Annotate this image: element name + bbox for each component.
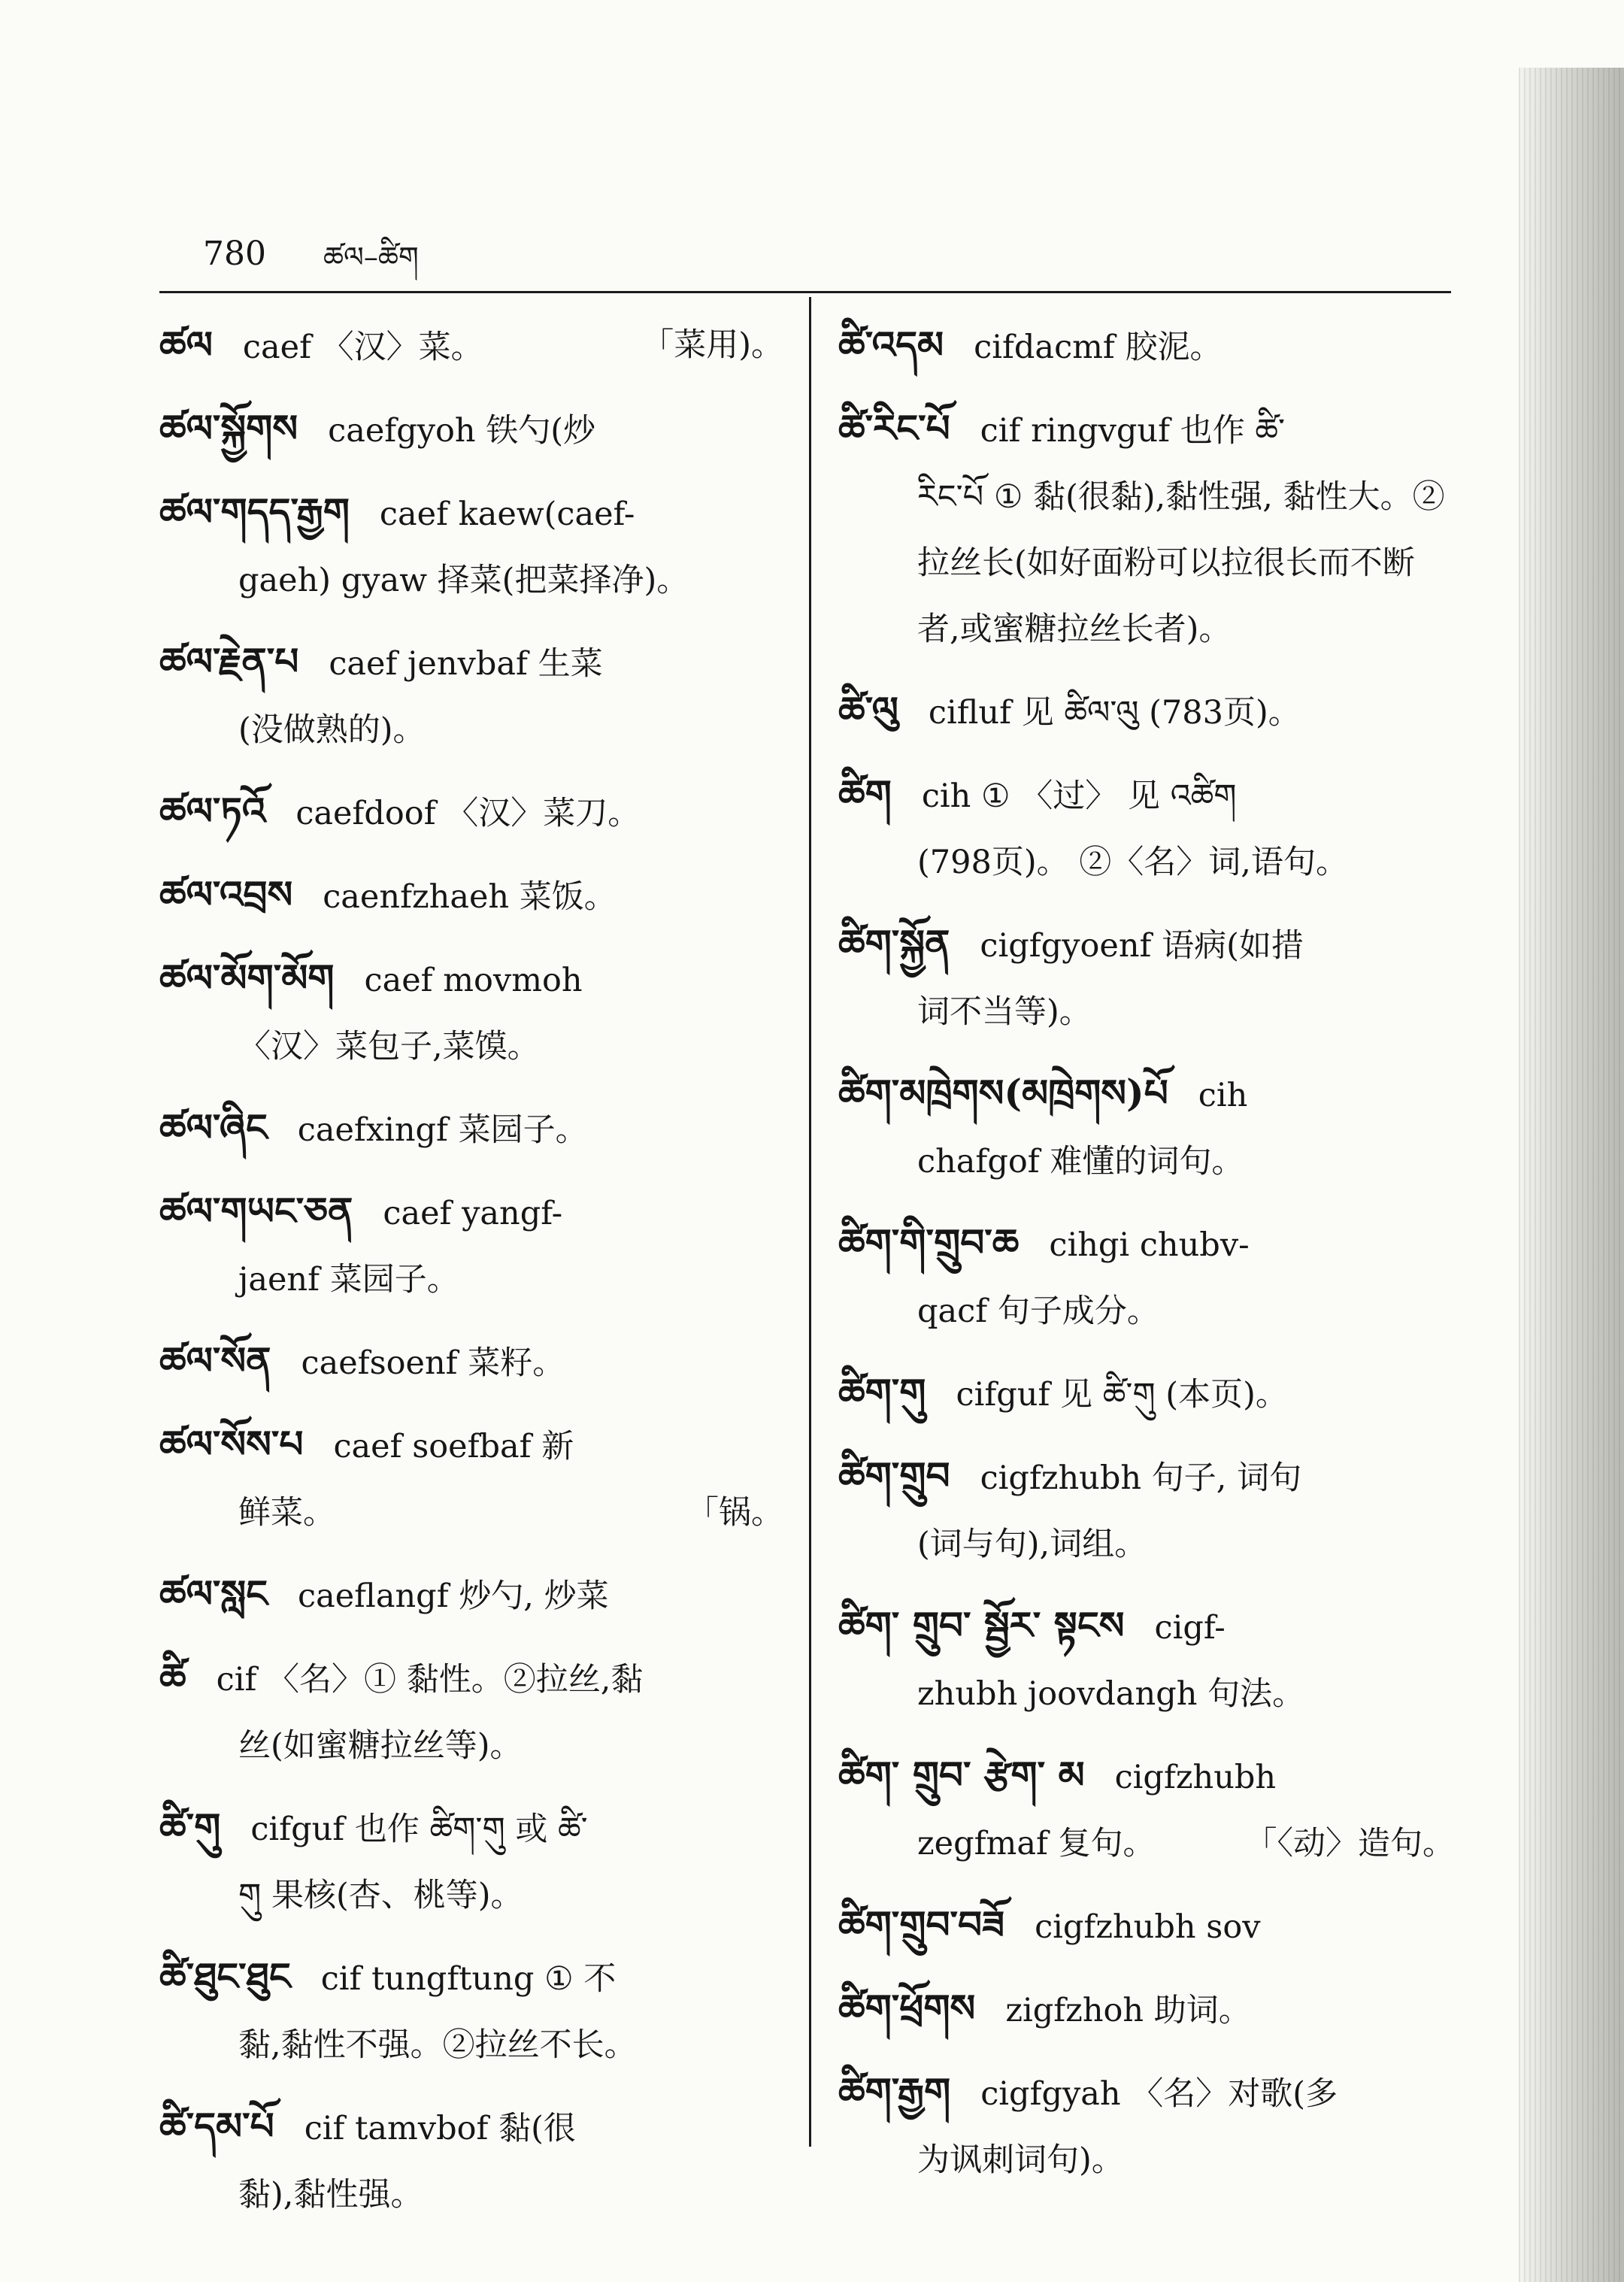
right-column (838, 312, 1455, 2208)
dictionary-entry (838, 1892, 1455, 1960)
entry-first-line (159, 1328, 783, 1396)
entry-definition: cigfzhubh 句子, 词句 (980, 1459, 1302, 1497)
headword: ཚིག (838, 771, 892, 816)
dictionary-entry (159, 1178, 783, 1313)
page-number: 780 (203, 235, 266, 273)
continuation-text: qacf 句子成分。 (917, 1293, 1159, 1330)
entry-continuation (159, 1862, 783, 1929)
headword: ཚལ་ཏའོ (159, 789, 266, 833)
continuation-text: (词与句),词组。 (917, 1526, 1147, 1563)
entry-continuation (838, 1129, 1455, 1195)
entry-first-line (159, 1944, 783, 2012)
continuation-text: gaeh) gyaw 择菜(把菜择净)。 (238, 562, 689, 599)
dictionary-entry (838, 1593, 1455, 1727)
dictionary-entry (159, 1095, 783, 1163)
headword: ཚལ་སོས་པ (159, 1422, 304, 1466)
entry-continuation (159, 1247, 783, 1313)
entry-definition: caef kaew(caef- (379, 495, 635, 533)
header-rule (159, 291, 1451, 293)
dictionary-entry (159, 479, 783, 614)
entry-definition: cif ringvguf 也作 ཚི་ (980, 412, 1286, 450)
entry-continuation (159, 2162, 783, 2228)
dictionary-entry (159, 945, 783, 1080)
entry-continuation (838, 829, 1455, 896)
dictionary-entry (159, 1561, 783, 1629)
dictionary-entry (838, 395, 1455, 662)
headword: ཚལ་འབྲས (159, 872, 293, 917)
dictionary-entry (838, 312, 1455, 380)
entry-definition: caefxingf 菜园子。 (297, 1111, 588, 1149)
entry-continuation (838, 464, 1455, 662)
headword: ཚིག་གི་གྲུབ་ཆ (838, 1220, 1020, 1265)
entry-definition: cigfgyoenf 语病(如措 (980, 927, 1304, 965)
entry-continuation (159, 1713, 783, 1779)
dictionary-entry (159, 629, 783, 763)
entry-definition: cigfgyah 〈名〉对歌(多 (980, 2075, 1338, 2113)
entry-first-line (838, 761, 1455, 829)
headword: ཚལ་ཞིང (159, 1105, 268, 1150)
entry-first-line (159, 1561, 783, 1629)
dictionary-entry (159, 1328, 783, 1396)
margin-note: 「〈动〉造句。 (1244, 1825, 1455, 1862)
entry-first-line (159, 945, 783, 1014)
entry-first-line (838, 1975, 1455, 2044)
entry-definition: caefgyoh 铁勺(炒 (328, 412, 596, 450)
entry-continuation (838, 979, 1455, 1045)
entry-definition: caef movmoh (364, 962, 583, 999)
entry-definition: cif tamvbof 黏(很 (304, 2110, 576, 2147)
continuation-text: རིང་པོ ① 黏(很黏),黏性强, 黏性大。②拉丝长(如好面粉可以拉很长而不断者,或蜜糖拉丝长者)。 (917, 478, 1445, 648)
headword: ཚིག་སྐྱོན (838, 921, 950, 965)
entry-definition: caefdoof 〈汉〉菜刀。 (295, 795, 641, 832)
dictionary-entry (838, 1359, 1455, 1428)
entry-first-line (838, 1443, 1455, 1511)
entry-first-line (838, 1060, 1455, 1129)
entry-first-line (838, 677, 1455, 746)
headword: ཚིག་ གྲུབ་ རྩེག་ མ (838, 1753, 1085, 1797)
headword: ཚལ་རྗེན་པ (159, 639, 299, 683)
dictionary-entry (838, 2059, 1455, 2193)
dictionary-entry (838, 1443, 1455, 1577)
headword: ཚི་ཐུང་ཐུང (159, 1954, 291, 1999)
continuation-text: 黏),黏性强。 (238, 2176, 423, 2214)
dictionary-entry (838, 677, 1455, 746)
entry-first-line (159, 629, 783, 697)
entry-definition: caefsoenf 菜籽。 (301, 1344, 565, 1382)
entry-first-line (159, 1411, 783, 1480)
continuation-text: jaenf 菜园子。 (238, 1261, 459, 1299)
entry-first-line (159, 312, 783, 380)
headword: ཚལ་སླང (159, 1571, 268, 1616)
dictionary-entry (159, 862, 783, 930)
entry-continuation (838, 2127, 1455, 2193)
entry-first-line (838, 1892, 1455, 1960)
entry-definition: cifluf 见 ཚིལ་ལུ (783页)。 (928, 694, 1301, 732)
continuation-text: (没做熟的)。 (238, 711, 426, 749)
dictionary-entry (159, 395, 783, 464)
dictionary-entry (838, 761, 1455, 896)
headword: ཚི་དམ་པོ (159, 2104, 274, 2148)
dictionary-entry (838, 1975, 1455, 2044)
entry-definition: cifdacmf 胶泥。 (974, 329, 1223, 366)
continuation-text: zegfmaf 复句。 (917, 1825, 1156, 1862)
entry-continuation (159, 1014, 783, 1080)
entry-continuation (159, 2012, 783, 2078)
dictionary-entry (838, 1060, 1455, 1195)
entry-definition: caef 〈汉〉菜。 (242, 329, 483, 366)
entry-definition: cih ① 〈过〉 见 འཚིག (921, 777, 1237, 815)
dictionary-entry (159, 1411, 783, 1546)
entry-definition: cifguf 见 ཚི་གུ (本页)。 (956, 1376, 1288, 1414)
dictionary-entry (159, 2093, 783, 2228)
entry-continuation (838, 1661, 1455, 1727)
entry-definition: cif tungftung ① 不 (320, 1960, 617, 1998)
dictionary-entry (838, 1210, 1455, 1344)
entry-definition: caenfzhaeh 菜饭。 (323, 878, 617, 916)
entry-first-line (159, 778, 783, 847)
headword: ཚི་ལུ (838, 688, 898, 732)
dictionary-entry (159, 312, 783, 380)
entry-continuation (838, 1278, 1455, 1344)
entry-first-line (159, 479, 783, 547)
headword: ཚལ་སོན (159, 1338, 271, 1383)
entry-definition: cigf- (1154, 1609, 1226, 1647)
entry-continuation (159, 697, 783, 763)
margin-note: 「锅。 (686, 1494, 783, 1532)
entry-continuation (159, 1480, 783, 1546)
entry-first-line (838, 395, 1455, 464)
running-head: ཚལ–ཚིག (323, 241, 419, 274)
entry-first-line (838, 1210, 1455, 1278)
entry-first-line (838, 312, 1455, 380)
continuation-text: 为讽刺词句)。 (917, 2141, 1124, 2179)
continuation-text: (798页)。 ②〈名〉词,语句。 (917, 844, 1348, 881)
entry-first-line (838, 2059, 1455, 2127)
headword: ཚིག་ གྲུབ་ སྦྱོར་ སྟངས (838, 1603, 1125, 1647)
dictionary-entry (838, 911, 1455, 1045)
continuation-text: 黏,黏性不强。②拉丝不长。 (238, 2026, 637, 2064)
dictionary-entry (159, 1794, 783, 1929)
entry-definition: caef soefbaf 新 (333, 1428, 574, 1465)
headword: ཚིག་ཕྲོགས (838, 1986, 976, 2030)
headword: ཚིག་གྲུབ (838, 1453, 950, 1498)
dictionary-entry (159, 1644, 783, 1779)
entry-definition: cif 〈名〉① 黏性。②拉丝,黏 (216, 1661, 644, 1699)
headword: ཚིག་གྲུབ་བཟོ (838, 1902, 1005, 1947)
continuation-text: གུ 果核(杏、桃等)。 (238, 1877, 523, 1914)
entry-continuation (838, 1511, 1455, 1577)
entry-definition: cihgi chubv- (1049, 1226, 1250, 1264)
continuation-text: 鲜菜。 (238, 1494, 335, 1532)
entry-definition: cigfzhubh sov (1035, 1908, 1261, 1946)
headword: ཚལ་སྐྱོགས (159, 406, 298, 450)
dictionary-entry (159, 1944, 783, 2078)
headword: ཚལ (159, 323, 213, 367)
margin-note: 「菜用)。 (641, 326, 783, 364)
headword: ཚི་གུ (159, 1805, 221, 1849)
page-edge-shadow (1519, 68, 1624, 2282)
entry-first-line (159, 2093, 783, 2162)
entry-definition: caef yangf- (383, 1195, 563, 1232)
headword: ཚལ་གདད་རྒྱག (159, 489, 350, 534)
entry-definition: zigfzhoh 助词。 (1005, 1992, 1251, 2029)
entry-first-line (159, 395, 783, 464)
entry-first-line (838, 911, 1455, 979)
entry-first-line (159, 1178, 783, 1247)
continuation-text: 词不当等)。 (917, 993, 1092, 1031)
entry-first-line (159, 1644, 783, 1713)
continuation-text: chafgof 难懂的词句。 (917, 1143, 1244, 1180)
entry-definition: cifguf 也作 ཚིག་གུ 或 ཚི་ (250, 1811, 588, 1848)
headword: ཚི་རིང་པོ (838, 406, 950, 450)
entry-definition: cih (1198, 1077, 1248, 1114)
headword: ཚིག་མཁྲེགས(མཁྲེགས)པོ (838, 1071, 1168, 1115)
continuation-text: 〈汉〉菜包子,菜馍。 (238, 1028, 540, 1065)
entry-definition: caef jenvbaf 生菜 (329, 645, 603, 683)
continuation-text: zhubh joovdangh 句法。 (917, 1675, 1305, 1713)
continuation-text: 丝(如蜜糖拉丝等)。 (238, 1727, 523, 1765)
headword: ཚི་འདམ (838, 323, 944, 367)
entry-first-line (159, 862, 783, 930)
headword: ཚལ་མོག་མོག (159, 956, 335, 1000)
left-column (159, 312, 783, 2243)
headword: ཚིག་གུ (838, 1370, 926, 1414)
headword: ཚིག་རྒྱག (838, 2069, 951, 2114)
dictionary-entry (159, 778, 783, 847)
entry-definition: caeflangf 炒勺, 炒菜 (298, 1577, 609, 1615)
entry-definition: cigfzhubh (1114, 1759, 1277, 1796)
entry-first-line (159, 1095, 783, 1163)
entry-continuation (838, 1811, 1455, 1877)
entry-first-line (159, 1794, 783, 1862)
column-divider (809, 297, 811, 2147)
headword: ཚི (159, 1655, 186, 1699)
entry-first-line (838, 1359, 1455, 1428)
headword: ཚལ་གཡང་ཅན (159, 1189, 353, 1233)
entry-first-line (838, 1593, 1455, 1661)
dictionary-entry (838, 1742, 1455, 1877)
entry-first-line (838, 1742, 1455, 1811)
entry-continuation (159, 547, 783, 614)
